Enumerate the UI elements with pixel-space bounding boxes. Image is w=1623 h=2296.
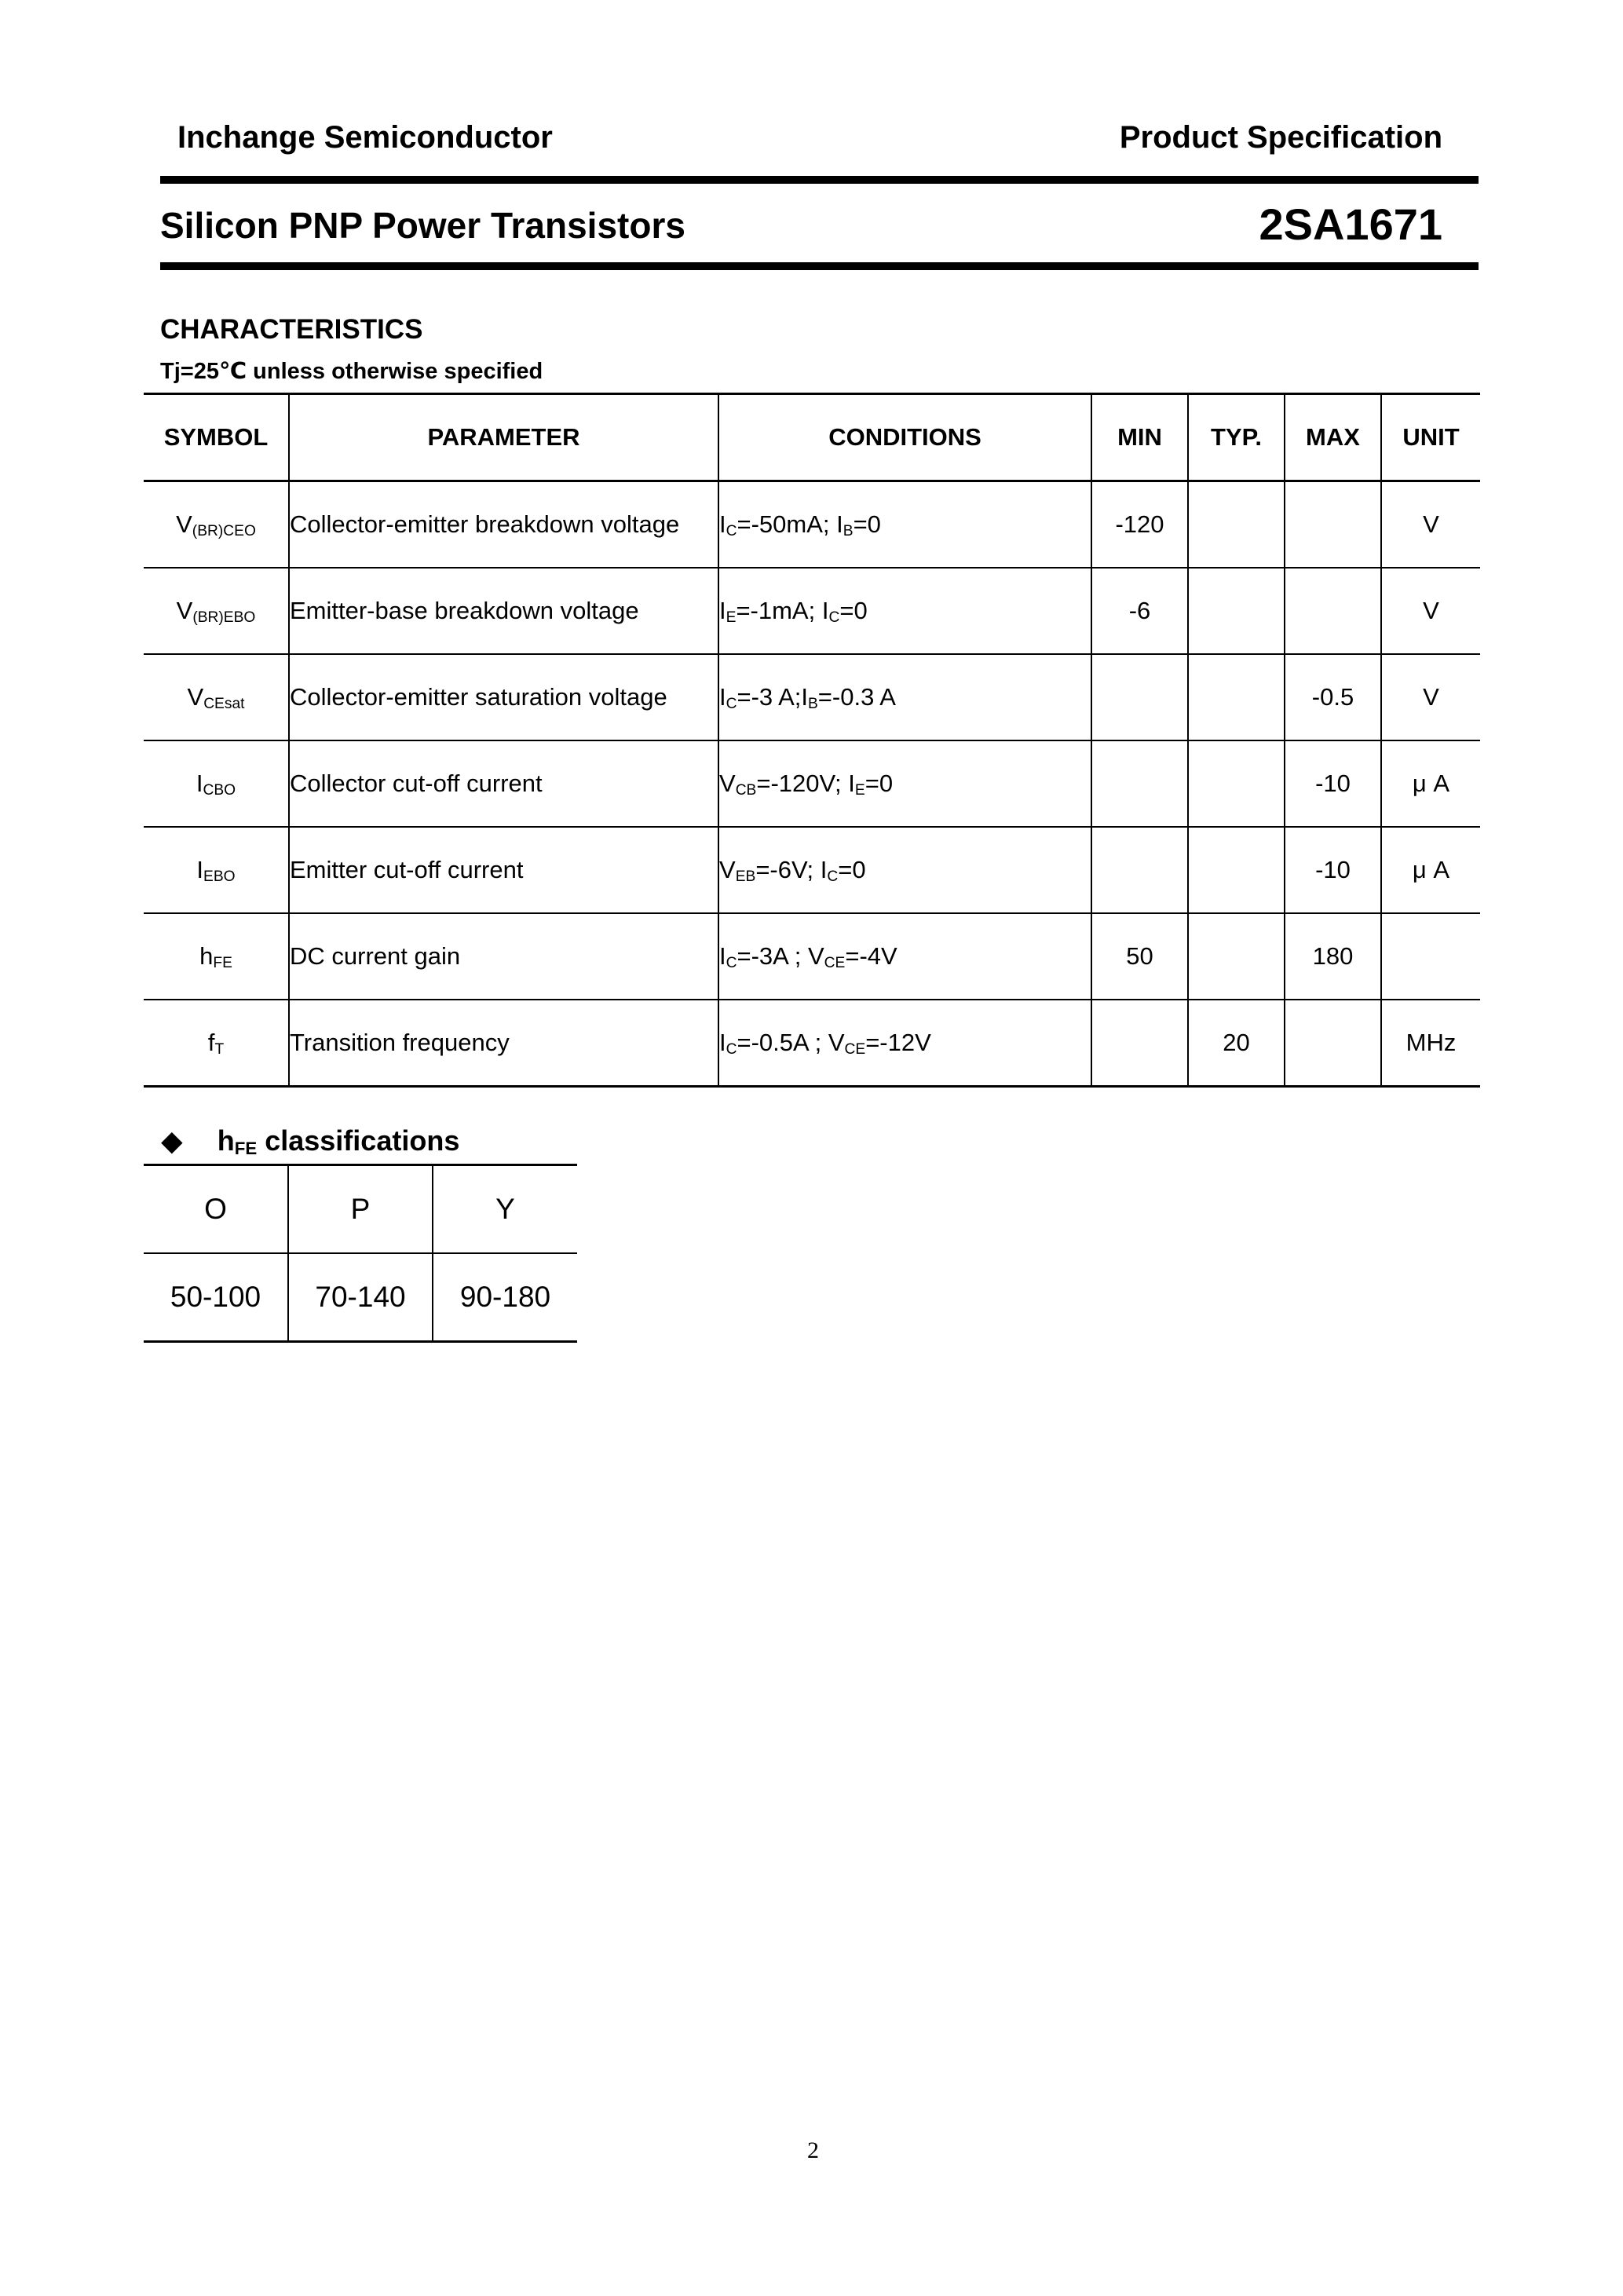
characteristics-condition-note: Tj=25℃ unless otherwise specified bbox=[160, 359, 543, 384]
symbol-cell bbox=[144, 654, 289, 740]
classification-header-row bbox=[144, 1165, 577, 1254]
unit-cell: μ A bbox=[1381, 740, 1480, 827]
typ-cell bbox=[1188, 568, 1285, 654]
classification-value-o: 50-100 bbox=[144, 1253, 288, 1342]
parameter-cell: Transition frequency bbox=[289, 1000, 718, 1087]
symbol-cell bbox=[144, 740, 289, 827]
condition-var: I bbox=[719, 942, 726, 970]
condition-subscript: B bbox=[843, 523, 854, 540]
parameter-cell: Emitter-base breakdown voltage bbox=[289, 568, 718, 654]
symbol-subscript: CBO bbox=[203, 782, 236, 799]
conditions-cell bbox=[718, 827, 1091, 913]
parameter-cell: Collector-emitter saturation voltage bbox=[289, 654, 718, 740]
characteristics-title: CHARACTERISTICS bbox=[160, 314, 423, 345]
condition-subscript: C bbox=[726, 696, 737, 713]
condition-value: =0 bbox=[838, 856, 866, 883]
col-header-max: MAX bbox=[1285, 394, 1381, 481]
condition-var: I bbox=[719, 683, 726, 711]
table-header-row bbox=[144, 394, 1480, 481]
col-header-conditions: CONDITIONS bbox=[718, 394, 1091, 481]
typ-cell bbox=[1188, 740, 1285, 827]
condition-subscript: C bbox=[827, 868, 839, 886]
parameter-cell: Collector-emitter breakdown voltage bbox=[289, 481, 718, 569]
condition-value: =-4V bbox=[845, 942, 897, 970]
characteristics-table bbox=[144, 393, 1480, 1088]
typ-cell bbox=[1188, 481, 1285, 569]
conditions-cell bbox=[718, 568, 1091, 654]
condition-var: I bbox=[719, 1029, 726, 1056]
condition-subscript: C bbox=[726, 1041, 737, 1058]
condition-value: =0 bbox=[839, 597, 868, 624]
symbol-cell bbox=[144, 827, 289, 913]
min-cell bbox=[1091, 740, 1188, 827]
part-number: 2SA1671 bbox=[1259, 199, 1442, 249]
max-cell bbox=[1285, 568, 1381, 654]
symbol-subscript: (BR)CEO bbox=[192, 523, 256, 540]
max-cell: 180 bbox=[1285, 913, 1381, 1000]
symbol-cell bbox=[144, 913, 289, 1000]
condition-subscript: B bbox=[807, 696, 818, 713]
parameter-cell: Collector cut-off current bbox=[289, 740, 718, 827]
product-line: Silicon PNP Power Transistors bbox=[160, 205, 685, 246]
typ-cell bbox=[1188, 913, 1285, 1000]
symbol-cell bbox=[144, 568, 289, 654]
diamond-bullet-icon: ◆ bbox=[161, 1124, 183, 1157]
min-cell bbox=[1091, 654, 1188, 740]
min-cell bbox=[1091, 827, 1188, 913]
condition-subscript: C bbox=[726, 523, 737, 540]
conditions-cell bbox=[718, 1000, 1091, 1087]
table-row bbox=[144, 740, 1480, 827]
table-row bbox=[144, 827, 1480, 913]
typ-cell bbox=[1188, 654, 1285, 740]
classification-header-o: O bbox=[144, 1165, 288, 1254]
header-rule-bottom bbox=[160, 262, 1479, 270]
col-header-parameter: PARAMETER bbox=[289, 394, 718, 481]
col-header-typ: TYP. bbox=[1188, 394, 1285, 481]
classification-value-p: 70-140 bbox=[288, 1253, 433, 1342]
classification-value-y: 90-180 bbox=[433, 1253, 577, 1342]
condition-var: I bbox=[801, 683, 808, 711]
condition-value: =-0.5A ; bbox=[737, 1029, 828, 1056]
company-name: Inchange Semiconductor bbox=[177, 120, 553, 155]
condition-var: I bbox=[848, 770, 855, 797]
classification-value-row bbox=[144, 1253, 577, 1342]
table-row bbox=[144, 481, 1480, 569]
condition-subscript: C bbox=[828, 609, 840, 627]
hfe-classifications-table bbox=[144, 1164, 577, 1343]
min-cell bbox=[1091, 1000, 1188, 1087]
condition-value: =-6V; bbox=[755, 856, 821, 883]
symbol-main: I bbox=[196, 856, 204, 883]
condition-value: =0 bbox=[853, 510, 881, 538]
symbol-main: f bbox=[207, 1029, 215, 1056]
unit-cell: μ A bbox=[1381, 827, 1480, 913]
symbol-main: I bbox=[196, 770, 203, 797]
header-rule-top bbox=[160, 176, 1479, 184]
conditions-cell bbox=[718, 913, 1091, 1000]
min-cell: -6 bbox=[1091, 568, 1188, 654]
classification-header-y: Y bbox=[433, 1165, 577, 1254]
typ-cell: 20 bbox=[1188, 1000, 1285, 1087]
col-header-unit: UNIT bbox=[1381, 394, 1480, 481]
unit-cell bbox=[1381, 913, 1480, 1000]
max-cell bbox=[1285, 481, 1381, 569]
col-header-min: MIN bbox=[1091, 394, 1188, 481]
unit-cell: V bbox=[1381, 481, 1480, 569]
classifications-title-sub: FE bbox=[234, 1138, 258, 1158]
document-type: Product Specification bbox=[1119, 120, 1442, 155]
condition-value: =0 bbox=[865, 770, 894, 797]
table-row bbox=[144, 1000, 1480, 1087]
symbol-cell bbox=[144, 1000, 289, 1087]
condition-var: I bbox=[719, 597, 726, 624]
condition-subscript: EB bbox=[735, 868, 756, 886]
condition-var: V bbox=[719, 856, 736, 883]
parameter-cell: DC current gain bbox=[289, 913, 718, 1000]
conditions-cell bbox=[718, 740, 1091, 827]
condition-value: =-12V bbox=[865, 1029, 931, 1056]
min-cell: 50 bbox=[1091, 913, 1188, 1000]
table-row bbox=[144, 568, 1480, 654]
condition-var: I bbox=[821, 597, 829, 624]
unit-cell: V bbox=[1381, 654, 1480, 740]
max-cell bbox=[1285, 1000, 1381, 1087]
condition-var: V bbox=[719, 770, 736, 797]
condition-var: I bbox=[719, 510, 726, 538]
symbol-cell bbox=[144, 481, 289, 569]
max-cell: -0.5 bbox=[1285, 654, 1381, 740]
symbol-main: V bbox=[187, 683, 204, 711]
condition-var: I bbox=[820, 856, 828, 883]
condition-value: =-3 A; bbox=[737, 683, 802, 711]
conditions-cell bbox=[718, 654, 1091, 740]
page-number: 2 bbox=[807, 2137, 819, 2163]
unit-cell: MHz bbox=[1381, 1000, 1480, 1087]
classification-header-p: P bbox=[288, 1165, 433, 1254]
condition-subscript: E bbox=[726, 609, 737, 627]
condition-value: =-3A ; bbox=[737, 942, 808, 970]
condition-value: =-50mA; bbox=[737, 510, 837, 538]
symbol-subscript: (BR)EBO bbox=[192, 609, 256, 627]
symbol-subscript: EBO bbox=[203, 868, 236, 886]
condition-subscript: CE bbox=[844, 1041, 866, 1058]
symbol-subscript: FE bbox=[213, 955, 232, 972]
typ-cell bbox=[1188, 827, 1285, 913]
classifications-title-rest: classifications bbox=[257, 1124, 460, 1157]
condition-subscript: CE bbox=[824, 955, 846, 972]
max-cell: -10 bbox=[1285, 827, 1381, 913]
unit-cell: V bbox=[1381, 568, 1480, 654]
symbol-main: V bbox=[176, 597, 193, 624]
symbol-subscript: T bbox=[214, 1041, 225, 1058]
conditions-cell bbox=[718, 481, 1091, 569]
table-row bbox=[144, 654, 1480, 740]
table-row bbox=[144, 913, 1480, 1000]
condition-subscript: C bbox=[726, 955, 737, 972]
condition-subscript: E bbox=[854, 782, 865, 799]
min-cell: -120 bbox=[1091, 481, 1188, 569]
classifications-title-main: h bbox=[217, 1124, 235, 1157]
condition-var: V bbox=[807, 942, 824, 970]
parameter-cell: Emitter cut-off current bbox=[289, 827, 718, 913]
condition-var: I bbox=[836, 510, 843, 538]
symbol-subscript: CEsat bbox=[203, 696, 245, 713]
condition-subscript: CB bbox=[735, 782, 757, 799]
condition-value: =-0.3 A bbox=[817, 683, 896, 711]
col-header-symbol: SYMBOL bbox=[144, 394, 289, 481]
symbol-main: V bbox=[176, 510, 192, 538]
condition-var: V bbox=[828, 1029, 845, 1056]
condition-value: =-120V; bbox=[756, 770, 849, 797]
classifications-heading bbox=[161, 1124, 459, 1157]
symbol-main: h bbox=[199, 942, 214, 970]
max-cell: -10 bbox=[1285, 740, 1381, 827]
condition-value: =-1mA; bbox=[736, 597, 822, 624]
